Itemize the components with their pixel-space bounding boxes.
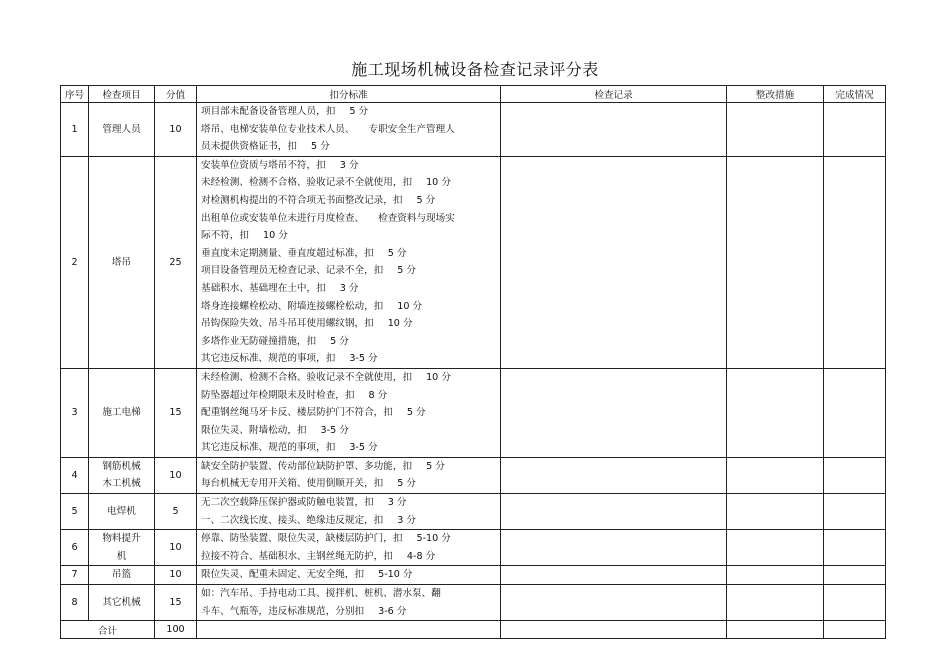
check-item-label: 物料提升 (102, 533, 141, 545)
header-no: 序号 (61, 86, 89, 103)
check-item-label: 电焊机 (107, 505, 136, 517)
header-measure: 整改措施 (727, 86, 824, 103)
deduction-line (201, 121, 500, 139)
page-title: 施工现场机械设备检查记录评分表 (351, 60, 599, 79)
row-number: 5 (71, 505, 78, 517)
deduction-points: 10 分 (426, 371, 451, 383)
deduction-text: 其它违反标准、规范的事项，扣 (201, 442, 336, 454)
score-value-cell (155, 566, 197, 585)
deduction-text: 际不符，扣 (201, 230, 249, 242)
row-number: 1 (71, 123, 78, 135)
deduction-line (201, 298, 500, 316)
deduction-text: 项目设备管理员无检查记录、记录不全，扣 (201, 265, 384, 277)
deduction-line (201, 404, 500, 422)
deduction-text: 安装单位资质与塔吊不符，扣 (201, 159, 326, 171)
deduction-text: 未经检测、检测不合格、验收记录不全就使用，扣 (201, 177, 413, 189)
score-value-cell (155, 530, 197, 566)
check-item-label: 施工电梯 (102, 407, 141, 419)
check-item-cell (89, 156, 155, 368)
deduction-text: 每台机械无专用开关箱、使用倒顺开关，扣 (201, 478, 384, 490)
deduction-points: 10 分 (262, 230, 288, 242)
deduction-line (201, 475, 500, 493)
deduction-text: 斗车、气瓶等，违反标准规范，分别扣 (201, 605, 365, 617)
row-number-cell (61, 585, 89, 621)
deduction-points: 3-5 分 (349, 353, 378, 365)
deduction-line (201, 458, 500, 476)
deduction-text: 缺安全防护装置、传动部位缺防护罩、多功能，扣 (201, 460, 413, 472)
deduction-text: 配重钢丝绳马牙卡反、楼层防护门不符合，扣 (201, 407, 393, 419)
deduction-points: 5-10 分 (416, 533, 451, 545)
deduction-text: 员未提供资格证书，扣 (201, 141, 297, 153)
completion-status-cell (824, 585, 886, 621)
check-item-cell (89, 103, 155, 157)
total-standard-cell (197, 621, 501, 639)
inspection-record-cell (501, 585, 727, 621)
deduction-line (201, 585, 500, 603)
score-value: 15 (169, 407, 182, 419)
deduction-line (201, 350, 500, 368)
check-item-label: 木工机械 (102, 478, 141, 490)
rectification-measure-cell (727, 494, 824, 530)
score-value-cell (155, 457, 197, 493)
rectification-measure-cell (727, 457, 824, 493)
table-row (61, 368, 886, 457)
table-row (61, 585, 886, 621)
deduction-points: 3-5 分 (349, 442, 378, 454)
deduction-line (201, 103, 500, 121)
rectification-measure-cell (727, 566, 824, 585)
total-record-cell (501, 621, 727, 639)
deduction-line (201, 262, 500, 280)
deduction-points: 3 分 (339, 282, 359, 294)
deduction-line (201, 603, 500, 621)
score-value-cell (155, 368, 197, 457)
check-item-label: 其它机械 (102, 596, 141, 608)
row-number: 2 (71, 256, 78, 268)
deduction-line (201, 369, 500, 387)
deduction-standard-cell (197, 368, 501, 457)
deduction-points: 10 分 (426, 177, 451, 189)
deduction-text: 吊钩保险失效、吊斗吊耳使用螺纹钢，扣 (201, 318, 374, 330)
completion-status-cell (824, 457, 886, 493)
row-number-cell (61, 530, 89, 566)
deduction-text: 一、二次线长度、接头、绝缘违反规定，扣 (201, 514, 384, 526)
deduction-text: 基础积水、基础埋在土中，扣 (201, 282, 326, 294)
inspection-record-cell (501, 530, 727, 566)
deduction-points: 5-10 分 (378, 569, 413, 581)
check-item-label: 管理人员 (102, 123, 141, 135)
score-value: 5 (172, 505, 179, 517)
deduction-points: 3 分 (387, 497, 407, 509)
deduction-line (201, 192, 500, 210)
score-value: 25 (169, 256, 182, 268)
total-status-cell (824, 621, 886, 639)
deduction-text: 多塔作业无防碰撞措施，扣 (201, 335, 317, 347)
deduction-line (201, 210, 500, 228)
row-number-cell (61, 368, 89, 457)
row-number: 4 (71, 469, 78, 481)
deduction-text: 拉接不符合、基础积水、主钢丝绳无防护，扣 (201, 550, 393, 562)
check-item-label: 机 (116, 550, 127, 562)
deduction-standard-cell (197, 457, 501, 493)
table-row (61, 457, 886, 493)
deduction-line (201, 439, 500, 457)
inspection-record-cell (501, 494, 727, 530)
inspection-record-cell (501, 368, 727, 457)
deduction-points: 10 分 (397, 300, 423, 312)
deduction-points: 3-6 分 (378, 605, 407, 617)
inspection-score-table (60, 85, 886, 639)
row-number: 7 (71, 569, 78, 581)
total-row (61, 621, 886, 639)
table-row (61, 103, 886, 157)
check-item-cell (89, 566, 155, 585)
total-label: 合计 (61, 621, 155, 639)
deduction-line (201, 315, 500, 333)
deduction-points: 5 分 (406, 407, 426, 419)
score-value: 10 (169, 123, 182, 135)
completion-status-cell (824, 566, 886, 585)
check-item-cell (89, 585, 155, 621)
inspection-record-cell (501, 156, 727, 368)
deduction-points: 5 分 (310, 141, 330, 153)
deduction-points: 5 分 (397, 478, 417, 490)
rectification-measure-cell (727, 368, 824, 457)
score-value-cell (155, 156, 197, 368)
total-score: 100 (155, 621, 197, 639)
deduction-standard-cell (197, 585, 501, 621)
completion-status-cell (824, 368, 886, 457)
deduction-text: 塔吊、电梯安装单位专业技术人员、 (201, 123, 355, 135)
row-number: 6 (71, 542, 78, 554)
score-value: 10 (169, 542, 182, 554)
deduction-points: 检查资料与现场实 (378, 212, 455, 224)
deduction-points: 5 分 (426, 460, 445, 472)
deduction-points: 3 分 (397, 514, 417, 526)
deduction-text: 对检测机构提出的不符合项无书面整改记录，扣 (201, 194, 403, 206)
completion-status-cell (824, 156, 886, 368)
check-item-label: 塔吊 (111, 256, 132, 268)
table-row (61, 530, 886, 566)
deduction-points: 5 分 (416, 194, 436, 206)
deduction-text: 出租单位或安装单位未进行月度检查、 (201, 212, 365, 224)
rectification-measure-cell (727, 585, 824, 621)
score-value-cell (155, 494, 197, 530)
deduction-points: 3 分 (339, 159, 359, 171)
deduction-text: 限位失灵、附墙松动，扣 (201, 424, 307, 436)
rectification-measure-cell (727, 156, 824, 368)
deduction-points: 5 分 (397, 265, 417, 277)
table-row (61, 566, 886, 585)
score-value-cell (155, 103, 197, 157)
completion-status-cell (824, 103, 886, 157)
deduction-line (201, 494, 500, 512)
deduction-standard-cell (197, 530, 501, 566)
deduction-line (201, 548, 500, 566)
deduction-standard-cell (197, 103, 501, 157)
check-item-cell (89, 457, 155, 493)
deduction-line (201, 245, 500, 263)
row-number-cell (61, 156, 89, 368)
rectification-measure-cell (727, 530, 824, 566)
header-record: 检查记录 (501, 86, 727, 103)
check-item-cell (89, 530, 155, 566)
deduction-points: 4-8 分 (406, 550, 436, 562)
deduction-line (201, 512, 500, 530)
table-row (61, 156, 886, 368)
deduction-text: 限位失灵、配重未固定、无安全绳，扣 (201, 569, 365, 581)
check-item-cell (89, 494, 155, 530)
header-row (61, 86, 886, 103)
deduction-text: 未经检测、检测不合格、验收记录不全就使用，扣 (201, 371, 413, 383)
score-value-cell (155, 585, 197, 621)
deduction-text: 塔身连接螺栓松动、附墙连接螺栓松动，扣 (201, 300, 384, 312)
deduction-line (201, 138, 500, 156)
deduction-text: 其它违反标准、规范的事项，扣 (201, 353, 336, 365)
deduction-line (201, 387, 500, 405)
deduction-line (201, 333, 500, 351)
header-score: 分值 (155, 86, 197, 103)
header-standard: 扣分标准 (197, 86, 501, 103)
score-value: 10 (169, 569, 182, 581)
row-number-cell (61, 566, 89, 585)
deduction-line (201, 422, 500, 440)
header-item: 检查项目 (89, 86, 155, 103)
deduction-text: 防坠器超过年检期限未及时检查，扣 (201, 389, 355, 401)
table-row (61, 494, 886, 530)
header-status: 完成情况 (824, 86, 886, 103)
total-measure-cell (727, 621, 824, 639)
deduction-line (201, 174, 500, 192)
inspection-record-cell (501, 103, 727, 157)
check-item-label: 吊篮 (111, 569, 132, 581)
score-value: 10 (169, 469, 182, 481)
deduction-points: 5 分 (387, 247, 407, 259)
row-number: 3 (71, 407, 78, 419)
deduction-points: 5 分 (349, 106, 369, 117)
deduction-standard-cell (197, 156, 501, 368)
row-number-cell (61, 103, 89, 157)
deduction-line (201, 227, 500, 245)
deduction-text: 垂直度未定期测量、垂直度超过标准，扣 (201, 247, 374, 259)
deduction-line (201, 530, 500, 548)
deduction-text: 如：汽车吊、手持电动工具、搅拌机、桩机、潜水泵、翻 (201, 588, 441, 600)
deduction-points: 3-5 分 (320, 424, 349, 436)
inspection-record-cell (501, 457, 727, 493)
deduction-standard-cell (197, 494, 501, 530)
row-number-cell (61, 457, 89, 493)
deduction-text: 项目部未配备设备管理人员，扣 (201, 106, 336, 117)
row-number: 8 (71, 596, 78, 608)
deduction-points: 8 分 (368, 389, 388, 401)
deduction-points: 10 分 (387, 318, 413, 330)
check-item-cell (89, 368, 155, 457)
rectification-measure-cell (727, 103, 824, 157)
completion-status-cell (824, 530, 886, 566)
deduction-line (201, 157, 500, 175)
deduction-points: 专职安全生产管理人 (368, 123, 455, 135)
completion-status-cell (824, 494, 886, 530)
deduction-line (201, 280, 500, 298)
inspection-record-cell (501, 566, 727, 585)
score-value: 15 (169, 596, 182, 608)
check-item-label: 钢筋机械 (102, 460, 141, 472)
deduction-points: 5 分 (330, 335, 349, 347)
deduction-line (201, 566, 500, 584)
deduction-text: 停靠、防坠装置、限位失灵，缺楼层防护门，扣 (201, 533, 403, 545)
deduction-text: 无二次空载降压保护器或防触电装置，扣 (201, 497, 374, 509)
row-number-cell (61, 494, 89, 530)
deduction-standard-cell (197, 566, 501, 585)
